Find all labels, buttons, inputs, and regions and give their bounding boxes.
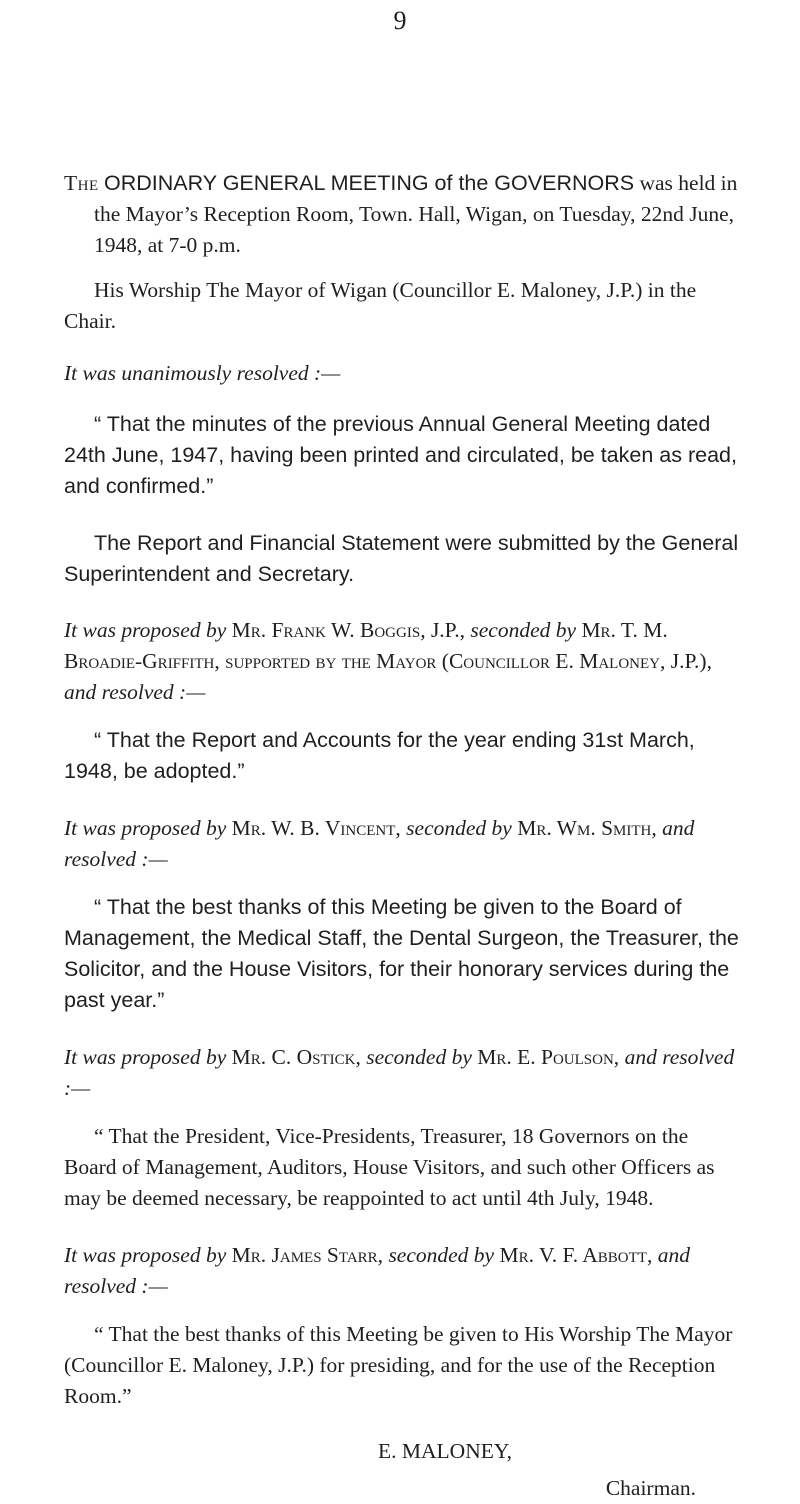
motion-resolution: “ That the Report and Accounts for the year ending 31st March, 1948, be adopted.” <box>64 728 695 783</box>
seconder-name: Mr. T. M. Broadie-Griffith, supported by the Mayor (Councillor E. Maloney, J.P.), <box>64 618 712 673</box>
report-paragraph: The Report and Financial Statement were submitted by the General Superintendent and Secretary. <box>64 531 739 586</box>
seconder-name: Mr. E. Poulson, <box>477 1045 620 1069</box>
heading-lead-word: The <box>64 171 99 195</box>
resolution-text: “ That the minutes of the previous Annual General Meeting dated 24th June, 1947, having been printed and circulated, be taken as read, and confirmed.” <box>64 412 737 498</box>
signature-name: E. MALONEY, <box>378 1439 512 1463</box>
proposer-name: Mr. C. Ostick, <box>231 1045 361 1069</box>
meeting-heading <box>64 168 744 261</box>
motion-intro: It was proposed by Mr. C. Ostick, seconded by Mr. E. Poulson, and resolved :— <box>64 1045 735 1100</box>
motion-intro: It was proposed by Mr. James Starr, seconded by Mr. V. F. Abbott, and resolved :— <box>64 1243 690 1298</box>
motion-resolution: “ That the best thanks of this Meeting be given to the Board of Management, the Medical Staff, the Dental Surgeon, the Treasurer, the Solicitor, and the House Visitors, for their honorary services during the past year.” <box>64 895 739 1012</box>
proposer-name: Mr. W. B. Vincent, <box>231 816 401 840</box>
proposer-name: Mr. James Starr, <box>231 1243 384 1267</box>
motion-resolution: “ That the best thanks of this Meeting be given to His Worship The Mayor (Councillor E. Maloney, J.P.) for presiding, and for the use of the Reception Room.” <box>64 1322 733 1408</box>
seconder-name: Mr. Wm. Smith, <box>517 816 657 840</box>
heading-title: ORDINARY GENERAL MEETING of the GOVERNORS <box>104 171 635 195</box>
heading-continuation: was held in the Mayor’s Reception Room, Town. Hall, Wigan, on Tuesday, 22nd June, 1948, at 7-0 p.m. <box>94 171 738 257</box>
motion-intro: It was proposed by Mr. W. B. Vincent, seconded by Mr. Wm. Smith, and resolved :— <box>64 816 695 871</box>
minutes-body <box>64 168 744 1504</box>
seconder-name: Mr. V. F. Abbott, <box>499 1243 653 1267</box>
page-number: 9 <box>393 6 407 35</box>
proposer-name: Mr. Frank W. Boggis, J.P., <box>231 618 466 642</box>
signature-title: Chairman. <box>605 1476 696 1500</box>
motion-resolution: “ That the President, Vice-Presidents, Treasurer, 18 Governors on the Board of Management, Auditors, House Visitors, and such other Officers as may be deemed necessary, be reappointed to act until 4th July, 1948. <box>64 1124 715 1210</box>
chair-paragraph: His Worship The Mayor of Wigan (Councillor E. Maloney, J.P.) in the Chair. <box>64 278 697 333</box>
motion-intro: It was proposed by Mr. Frank W. Boggis, J.P., seconded by Mr. T. M. Broadie-Griffith, supported by the Mayor (Councillor E. Maloney, J.P.), and resolved :— <box>64 618 712 704</box>
resolution-intro: It was unanimously resolved :— <box>64 361 341 385</box>
